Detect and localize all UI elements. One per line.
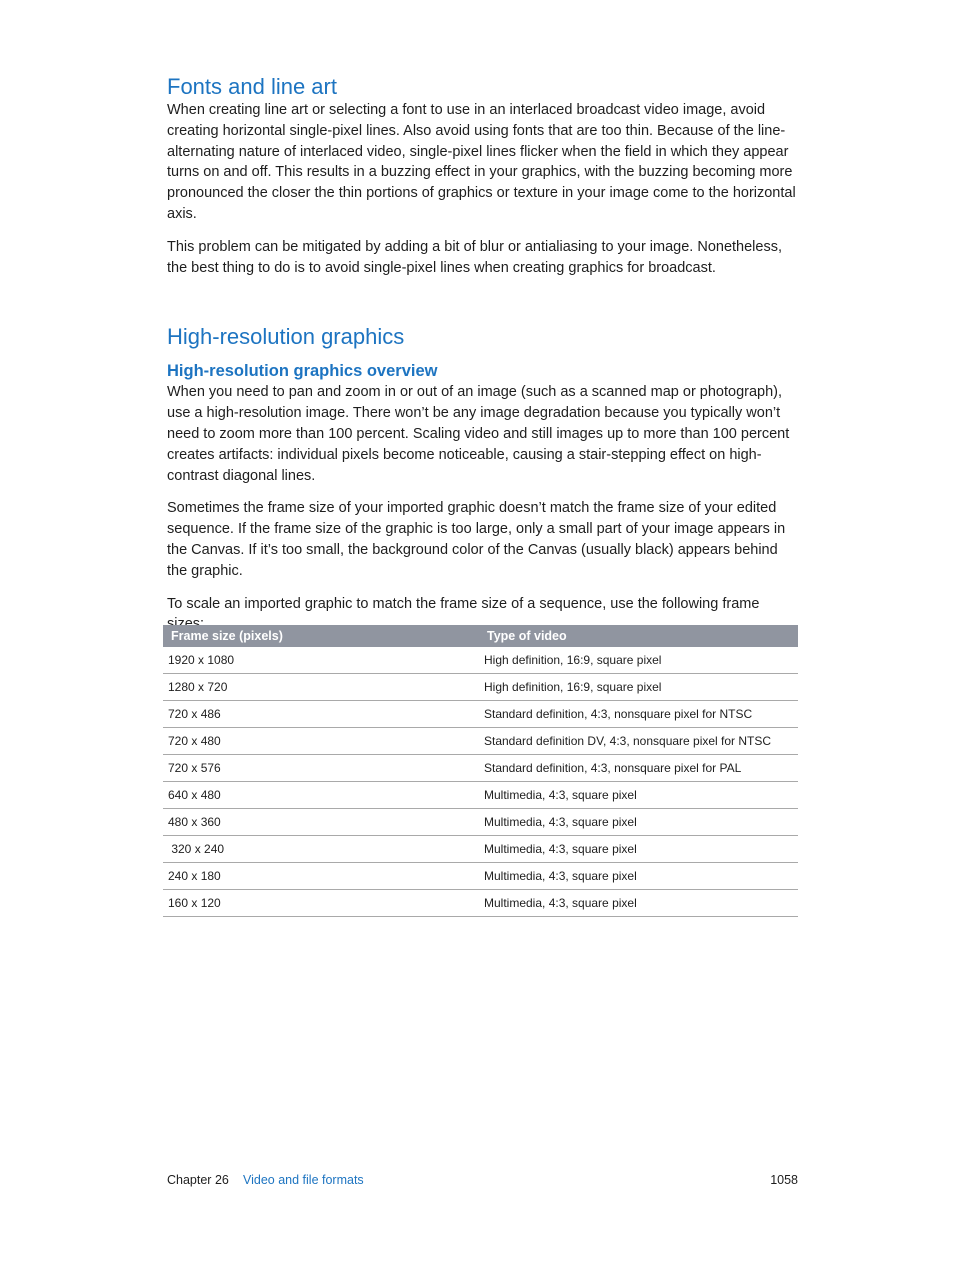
frame-size-table — [163, 625, 798, 917]
table-row — [163, 863, 798, 890]
table-row — [163, 836, 798, 863]
table-row — [163, 809, 798, 836]
table-cell-video-type: Standard definition DV, 4:3, nonsquare pixel for NTSC — [479, 728, 798, 755]
table-row — [163, 728, 798, 755]
table-row — [163, 890, 798, 917]
table-cell-frame-size: 640 x 480 — [163, 782, 479, 809]
table-cell-frame-size: 720 x 486 — [163, 701, 479, 728]
paragraph-hires-3: To scale an imported graphic to match the frame size of a sequence, use the following frame — [167, 595, 760, 612]
table-cell-frame-size: 720 x 576 — [163, 755, 479, 782]
table-header-video-type: Type of video — [479, 625, 798, 647]
paragraph-fonts-1: When creating line art or selecting a font to use in an interlaced broadcast video image, avoid creating horizontal single-pixel lines. Also avoid using fonts that are too thin. Because of the line-alternating nature of interlaced video, single-pixel lines flicker when the field in which they appear turns on and off. This results in a buzzing effect in your graphics, with the buzzing becoming more pronounced the closer the thin portions of graphics or texture in your image come to the horizontal axis. — [167, 102, 796, 222]
table-cell-frame-size: 1280 x 720 — [163, 674, 479, 701]
table-cell-video-type: Multimedia, 4:3, square pixel — [479, 863, 798, 890]
table-cell-video-type: Multimedia, 4:3, square pixel — [479, 782, 798, 809]
table-cell-frame-size: 160 x 120 — [163, 890, 479, 917]
table-cell-video-type: Standard definition, 4:3, nonsquare pixel for NTSC — [479, 701, 798, 728]
page-content — [167, 74, 798, 635]
table-header-frame-size: Frame size (pixels) — [163, 625, 479, 647]
table-cell-video-type: Standard definition, 4:3, nonsquare pixel for PAL — [479, 755, 798, 782]
table-cell-frame-size: 1920 x 1080 — [163, 647, 479, 674]
table-cell-video-type: High definition, 16:9, square pixel — [479, 674, 798, 701]
footer-chapter-label: Chapter 26 — [167, 1173, 229, 1187]
page-footer — [167, 1173, 798, 1191]
table-cell-video-type: Multimedia, 4:3, square pixel — [479, 836, 798, 863]
section-heading-hires: High-resolution graphics — [167, 324, 405, 350]
subsection-heading-hires-overview: High-resolution graphics overview — [167, 362, 438, 381]
table-row — [163, 701, 798, 728]
table-row — [163, 674, 798, 701]
table-cell-frame-size: 240 x 180 — [163, 863, 479, 890]
footer-chapter-title-link[interactable]: Video and file formats — [243, 1173, 364, 1187]
table-cell-frame-size: 480 x 360 — [163, 809, 479, 836]
table-cell-frame-size: 320 x 240 — [163, 836, 479, 863]
section-heading-fonts: Fonts and line art — [167, 74, 337, 99]
table-row — [163, 782, 798, 809]
paragraph-hires-2: Sometimes the frame size of your imported graphic doesn’t match the frame size of your edited sequence. If the frame size of the graphic is too large, only a small part of your image appears in the Canvas. If it’s too small, the background color of the Canvas (usually black) appears behind the graphic. — [167, 500, 786, 579]
paragraph-fonts-2: This problem can be mitigated by adding a bit of blur or antialiasing to your image. Nonetheless, the best thing to do is to avoid single-pixel lines when creating graphics for broadcast. — [167, 238, 782, 276]
table-header-row — [163, 625, 798, 647]
table-row — [163, 755, 798, 782]
table-cell-video-type: High definition, 16:9, square pixel — [479, 647, 798, 674]
paragraph-hires-1: When you need to pan and zoom in or out of an image (such as a scanned map or photograph), use a high-resolution image. There won’t be any image degradation because you typically won’t need to zoom more than 100 percent. Scaling video and still images up to more than 100 percent creates artifacts: individual pixels become noticeable, causing a stair-stepping effect on high-contrast diagonal lines. — [167, 384, 790, 484]
table-row — [163, 647, 798, 674]
table-cell-video-type: Multimedia, 4:3, square pixel — [479, 809, 798, 836]
table-cell-frame-size: 720 x 480 — [163, 728, 479, 755]
footer-page-number: 1058 — [770, 1173, 798, 1187]
table-cell-video-type: Multimedia, 4:3, square pixel — [479, 890, 798, 917]
